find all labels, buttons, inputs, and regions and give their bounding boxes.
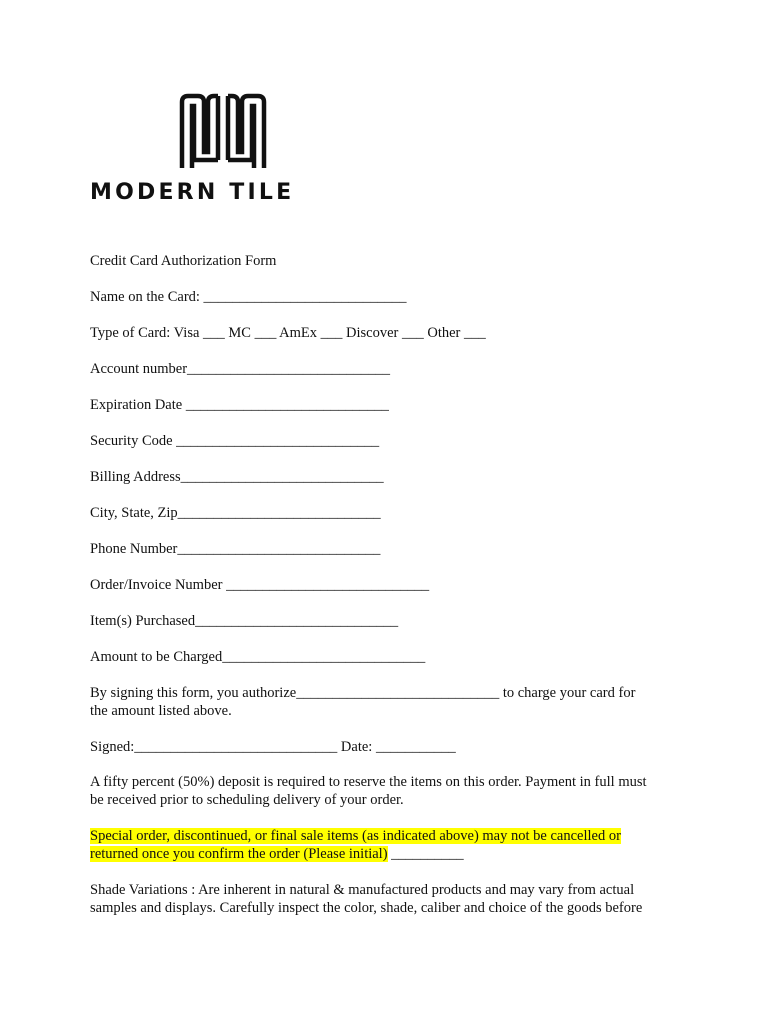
account-number-field: Account number____________________________ bbox=[90, 361, 391, 377]
special-order-line-1-row bbox=[90, 827, 680, 845]
shade-variations-paragraph bbox=[90, 881, 680, 917]
brand-wordmark: MODERN TILE bbox=[90, 180, 295, 205]
order-invoice-number-field: Order/Invoice Number ____________________________ bbox=[90, 577, 430, 593]
deposit-paragraph bbox=[90, 773, 680, 809]
amount-charged-field: Amount to be Charged____________________________ bbox=[90, 649, 426, 665]
phone-number-field: Phone Number____________________________ bbox=[90, 541, 381, 557]
city-state-zip-field: City, State, Zip____________________________ bbox=[90, 505, 381, 521]
mt-monogram-icon bbox=[178, 92, 268, 172]
initial-blank: __________ bbox=[387, 846, 464, 862]
authorization-paragraph bbox=[90, 684, 680, 720]
special-order-line-2-row bbox=[90, 845, 680, 863]
form-title: Credit Card Authorization Form bbox=[90, 253, 277, 269]
deposit-line-2: be received prior to scheduling delivery of your order. bbox=[90, 792, 404, 808]
special-order-line-1: Special order, discontinued, or final sale items (as indicated above) may not be cancelled or bbox=[90, 828, 621, 844]
authorization-line-1: By signing this form, you authorize____________________________ to charge your card for bbox=[90, 685, 636, 701]
card-type-field: Type of Card: Visa ___ MC ___ AmEx ___ Discover ___ Other ___ bbox=[90, 325, 486, 341]
deposit-line-1: A fifty percent (50%) deposit is required to reserve the items on this order. Payment in full must bbox=[90, 774, 647, 790]
authorization-line-2: the amount listed above. bbox=[90, 703, 232, 719]
billing-address-field: Billing Address____________________________ bbox=[90, 469, 384, 485]
shade-line-2: samples and displays. Carefully inspect the color, shade, caliber and choice of the goods before bbox=[90, 900, 643, 916]
shade-line-1: Shade Variations : Are inherent in natural & manufactured products and may vary from actual bbox=[90, 882, 635, 898]
name-on-card-field: Name on the Card: ____________________________ bbox=[90, 289, 407, 305]
signature-date-field: Signed:____________________________ Date: ___________ bbox=[90, 739, 456, 755]
expiration-date-field: Expiration Date ____________________________ bbox=[90, 397, 389, 413]
modern-tile-logo bbox=[90, 92, 354, 212]
security-code-field: Security Code ____________________________ bbox=[90, 433, 380, 449]
special-order-paragraph bbox=[90, 827, 680, 863]
special-order-line-2: returned once you confirm the order (Please initial) bbox=[90, 846, 388, 862]
items-purchased-field: Item(s) Purchased____________________________ bbox=[90, 613, 399, 629]
